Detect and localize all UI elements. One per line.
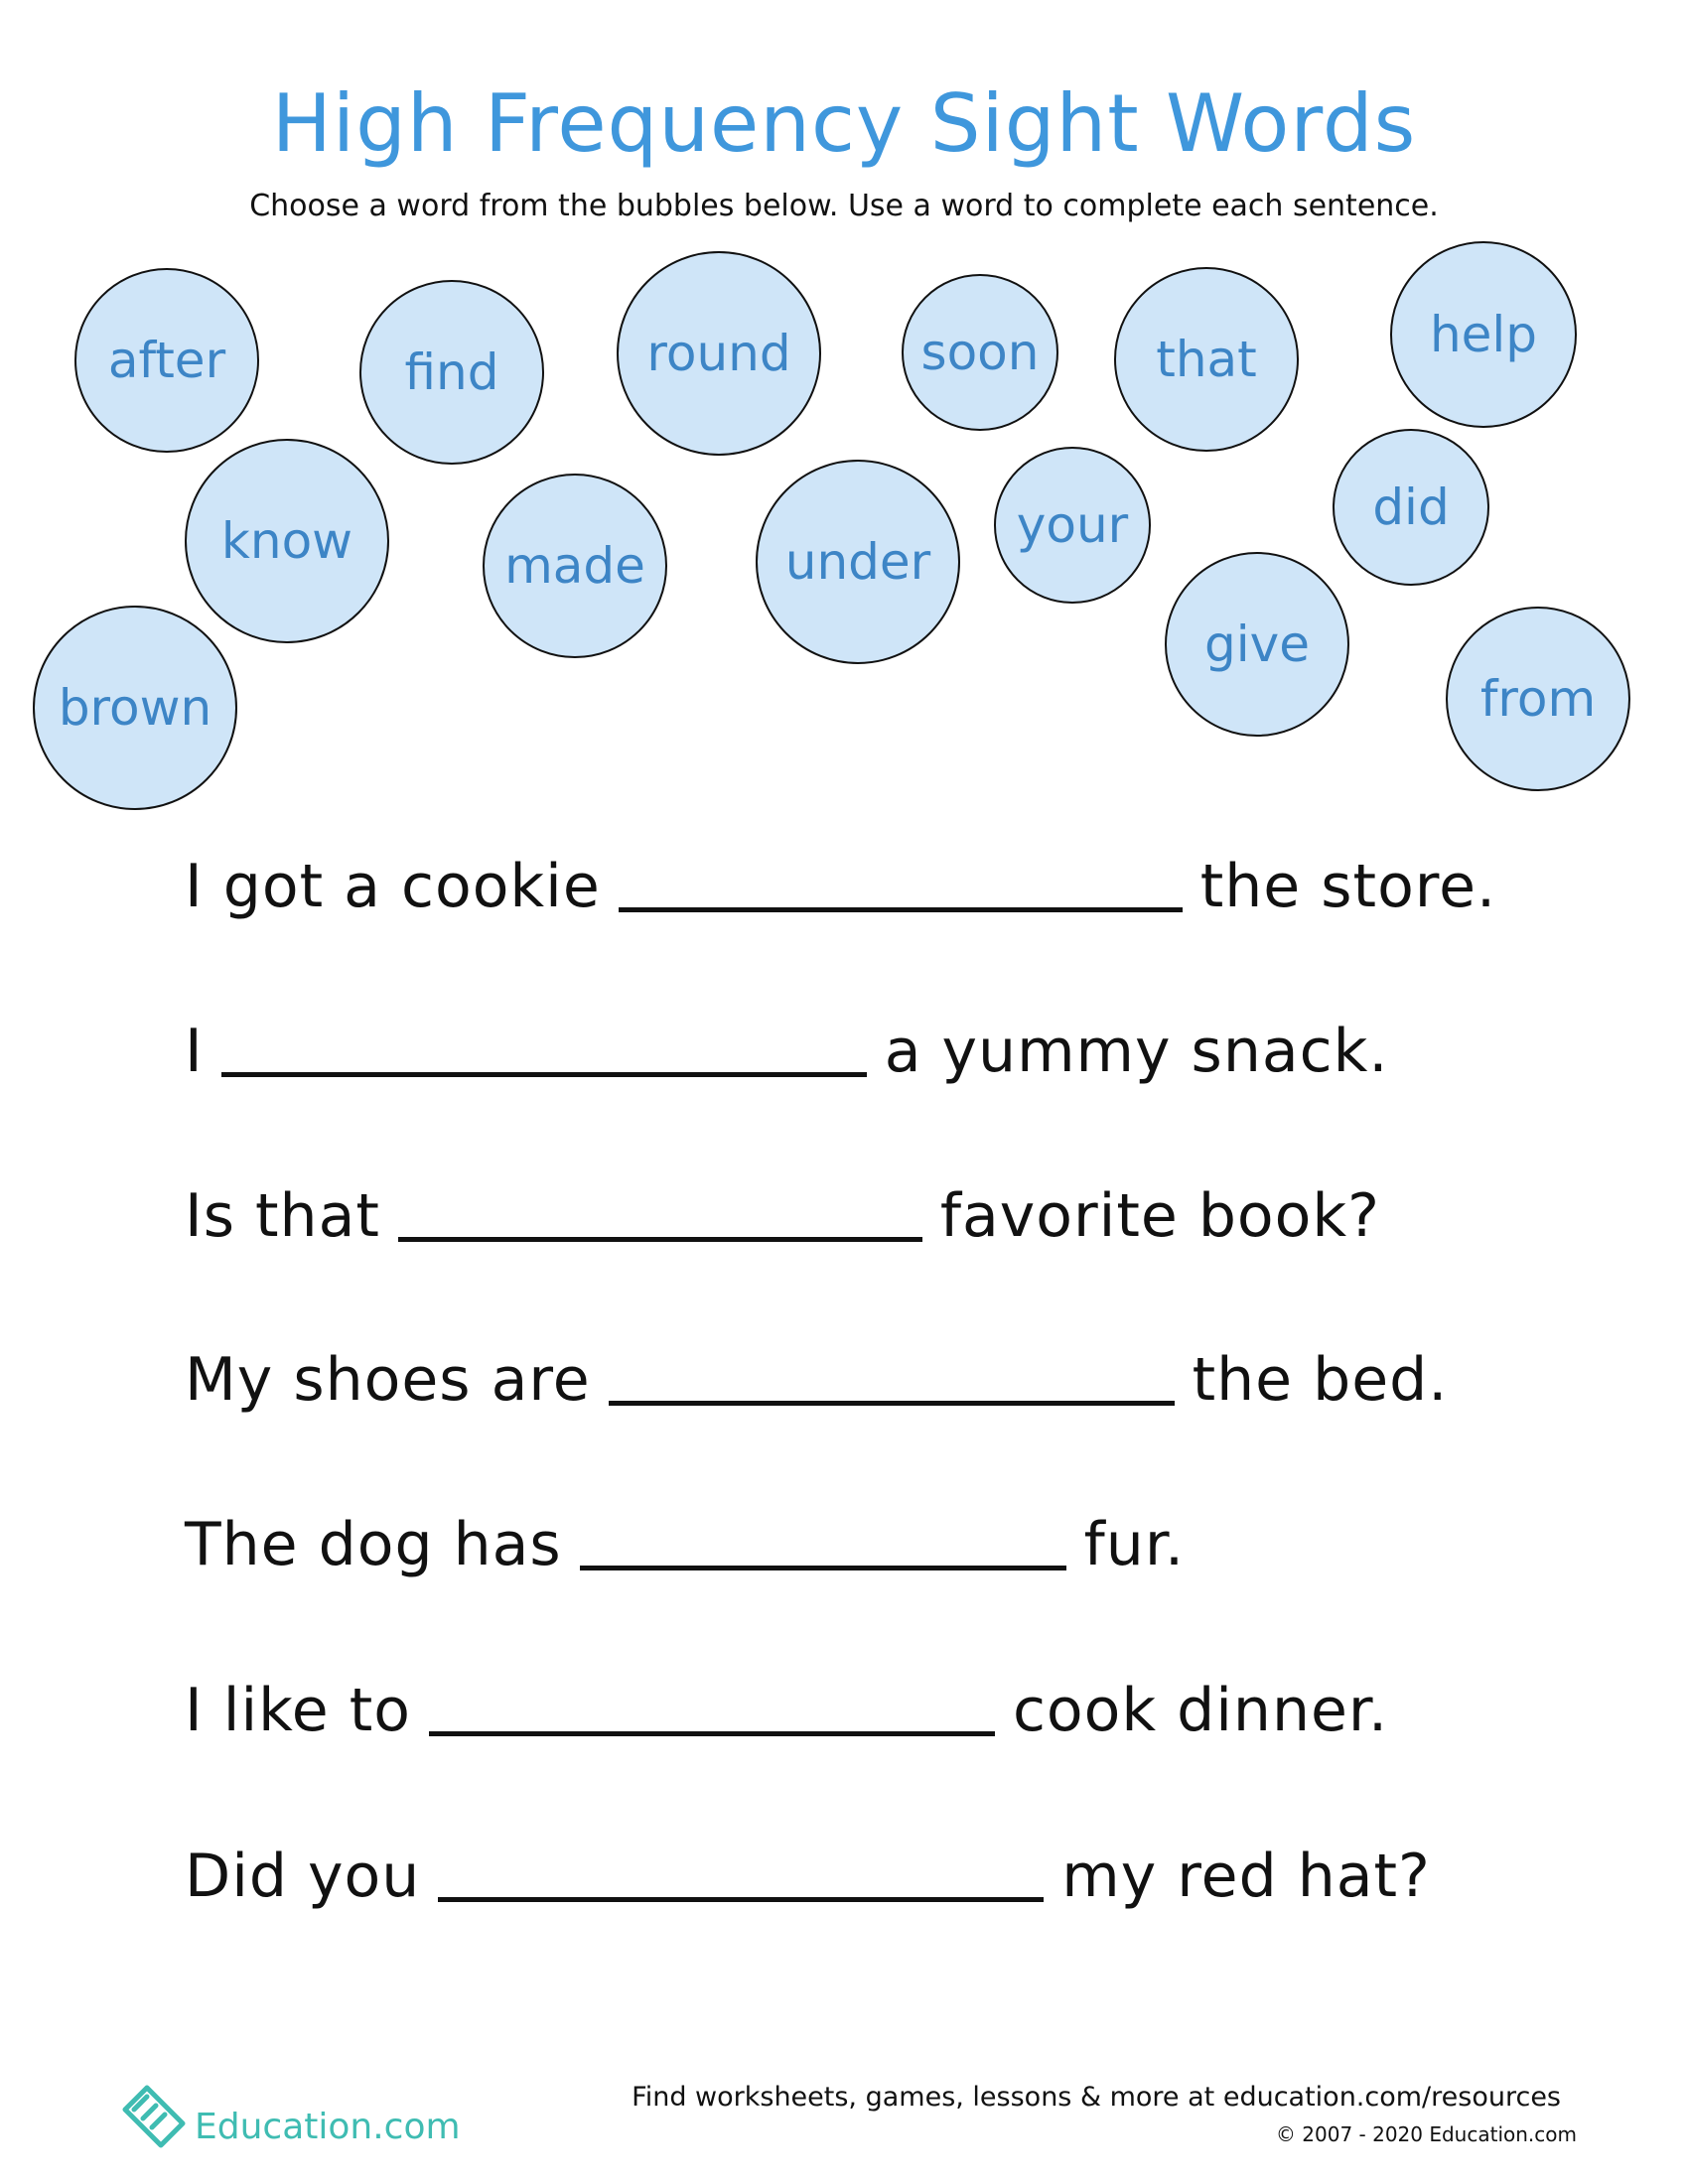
sentence-text-before: Is that — [185, 1181, 380, 1251]
answer-blank[interactable] — [438, 1897, 1044, 1902]
bubble-word: round — [646, 325, 791, 382]
word-bubble-round[interactable] — [617, 251, 821, 456]
word-bubble-made[interactable] — [483, 474, 667, 658]
word-bubble-from[interactable] — [1446, 607, 1630, 791]
word-bubble-find[interactable] — [359, 280, 544, 465]
answer-blank[interactable] — [429, 1731, 995, 1736]
sentence-text-before: I — [185, 1017, 204, 1086]
bubble-word: brown — [58, 679, 212, 737]
sentence-text-after: my red hat? — [1061, 1842, 1431, 1911]
sentence-text-after: favorite book? — [939, 1181, 1380, 1251]
word-bubble-your[interactable] — [994, 447, 1151, 604]
word-bubble-give[interactable] — [1165, 552, 1349, 737]
bubble-word: from — [1479, 670, 1597, 728]
worksheet-title: High Frequency Sight Words — [271, 77, 1417, 170]
bubble-word: soon — [920, 324, 1040, 381]
sentence-2 — [185, 1017, 1388, 1086]
answer-blank[interactable] — [619, 907, 1183, 912]
answer-blank[interactable] — [221, 1072, 867, 1077]
sentence-text-before: I got a cookie — [185, 852, 601, 921]
instructions: Choose a word from the bubbles below. Use a word to complete each sentence. — [249, 189, 1439, 223]
logo-text: Education.com — [195, 2106, 461, 2147]
sentence-3 — [185, 1181, 1380, 1251]
bubble-word: did — [1372, 478, 1450, 536]
bubble-word: that — [1156, 331, 1257, 388]
word-bubble-help[interactable] — [1390, 241, 1577, 428]
word-bubble-after[interactable] — [74, 268, 259, 453]
sentence-text-after: the bed. — [1192, 1345, 1449, 1415]
education-com-logo[interactable] — [117, 2080, 461, 2149]
sentence-text-before: I like to — [185, 1676, 411, 1745]
sentence-text-after: cook dinner. — [1012, 1676, 1389, 1745]
bubble-word: after — [107, 332, 226, 389]
sentence-text-before: My shoes are — [185, 1345, 591, 1415]
answer-blank[interactable] — [609, 1401, 1175, 1406]
education-com-logo-icon — [117, 2080, 191, 2149]
bubble-word: know — [220, 512, 353, 570]
sentence-7 — [185, 1842, 1431, 1911]
word-bubble-did[interactable] — [1333, 429, 1489, 586]
copyright: © 2007 - 2020 Education.com — [1275, 2122, 1577, 2146]
sentence-text-after: the store. — [1199, 852, 1497, 921]
word-bubble-soon[interactable] — [902, 274, 1058, 431]
sentence-text-after: a yummy snack. — [884, 1017, 1389, 1086]
bubble-word: made — [504, 537, 645, 595]
bubble-word: your — [1016, 496, 1129, 554]
word-bubble-under[interactable] — [756, 460, 960, 664]
sentence-6 — [185, 1676, 1388, 1745]
word-bubble-that[interactable] — [1114, 267, 1299, 452]
word-bubble-know[interactable] — [185, 439, 389, 643]
sentence-5 — [185, 1510, 1185, 1579]
sentence-4 — [185, 1345, 1448, 1415]
sentence-1 — [185, 852, 1496, 921]
word-bubble-brown[interactable] — [33, 606, 237, 810]
bubble-word: give — [1204, 615, 1310, 673]
answer-blank[interactable] — [398, 1237, 922, 1242]
bubble-word: under — [784, 533, 931, 591]
resources-link[interactable]: Find worksheets, games, lessons & more at education.com/resources — [632, 2082, 1561, 2113]
bubble-word: find — [404, 343, 499, 401]
bubble-word: help — [1429, 306, 1538, 363]
sentence-text-before: The dog has — [185, 1510, 562, 1579]
sentence-text-before: Did you — [185, 1842, 421, 1911]
sentence-text-after: fur. — [1083, 1510, 1186, 1579]
answer-blank[interactable] — [580, 1566, 1066, 1570]
